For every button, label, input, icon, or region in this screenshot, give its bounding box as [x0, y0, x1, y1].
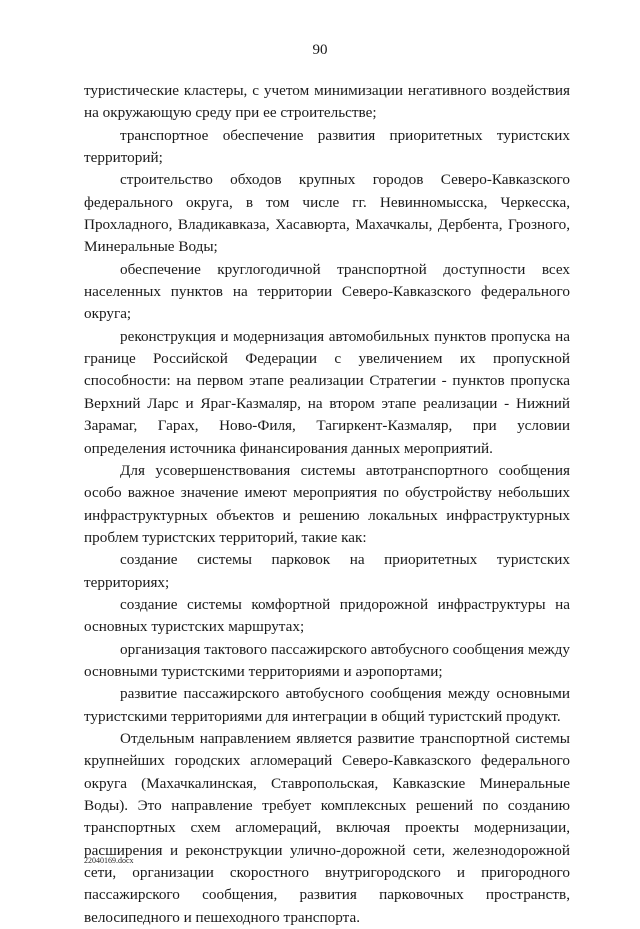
document-body	[84, 80, 570, 929]
paragraph: транспортное обеспечение развития приоритетных туристских территорий;	[84, 126, 570, 167]
paragraph: создание системы парковок на приоритетных туристских территориях;	[84, 551, 570, 591]
footer-filename: 22040169.docx	[84, 856, 134, 865]
paragraph: развитие пассажирского автобусного сообщения между основными туристскими территориями для интеграции в общий туристский продукт.	[84, 685, 570, 725]
paragraph: реконструкция и модернизация автомобильных пунктов пропуска на границе Российской Федерации с увеличением их пропускной способности: на первом этапе реализации Стратегии - пунктов пропуска Верхний Ларс и Яраг-Казмаляр, на втором этапе реализации - Нижний Зарамаг, Гарах, Ново-Филя, Тагиркент-Казмаляр, при условии определения источника финансирования данных мероприятий.	[84, 327, 570, 457]
paragraph: строительство обходов крупных городов Северо-Кавказского федерального округа, в том числе гг. Невинномысска, Черкесска, Прохладного, Владикавказа, Хасавюрта, Махачкалы, Дербента, Грозного, Минеральные Воды;	[84, 171, 570, 256]
paragraph: создание системы комфортной придорожной инфраструктуры на основных туристских маршрутах;	[84, 595, 570, 636]
paragraph: Для усовершенствования системы автотранспортного сообщения особо важное значение имеют мероприятия по обустройству небольших инфраструктурных объектов и решению локальных инфраструктурных проблем туристских территорий, такие как:	[84, 461, 570, 546]
paragraph: обеспечение круглогодичной транспортной доступности всех населенных пунктов на территории Северо-Кавказского федерального округа;	[84, 260, 570, 323]
page-number: 90	[312, 42, 328, 58]
paragraph: туристические кластеры, с учетом минимизации негативного воздействия на окружающую среду при ее строительстве;	[84, 82, 570, 122]
paragraph: организация тактового пассажирского автобусного сообщения между основными туристскими территориями и аэропортами;	[84, 640, 570, 680]
paragraph: Отдельным направлением является развитие транспортной системы крупнейших городских агломераций Северо-Кавказского федерального округа (Махачкалинская, Ставропольская, Кавказские Минеральные Воды). Это направление требует комплексных решений по созданию транспортных схем агломераций, включая проекты модернизации, расширения и реконструкции улично-дорожной сети, железнодорожной сети, организации скоростного внутригородского и пригородного пассажирского сообщения, развития парковочных пространств, велосипедного и пешеходного транспорта.	[84, 729, 570, 926]
